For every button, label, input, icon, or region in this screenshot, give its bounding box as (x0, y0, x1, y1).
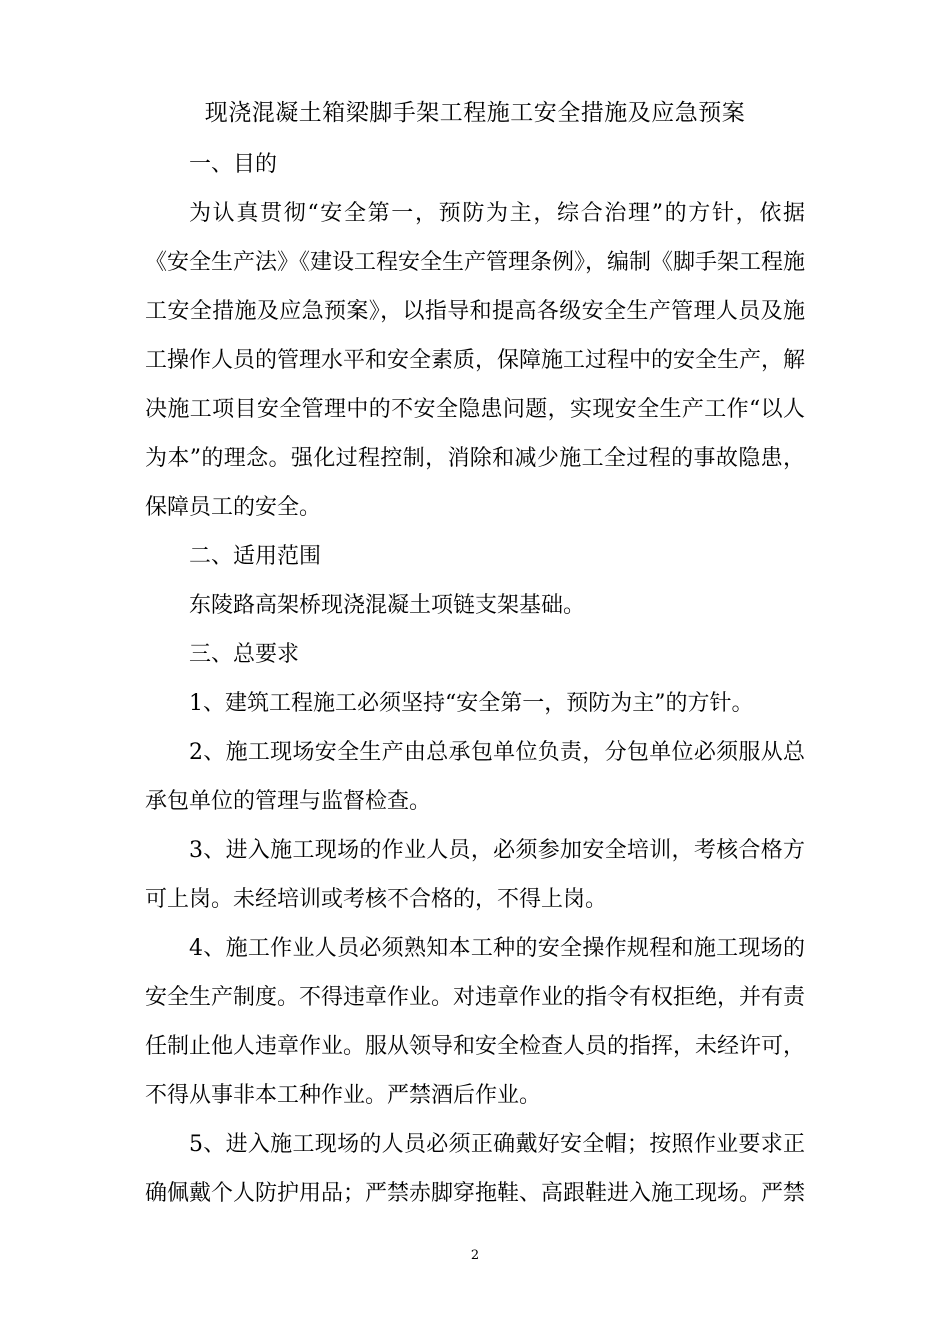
document-title: 现浇混凝土箱梁脚手架工程施工安全措施及应急预案 (204, 100, 746, 126)
requirement-item-3: 3、进入施工现场的作业人员，必须参加安全培训，考核合格方可上岗。未经培训或考核不合格的，不得上岗。 (145, 838, 805, 912)
requirement-item-5: 5、进入施工现场的人员必须正确戴好安全帽；按照作业要求正确佩戴个人防护用品；严禁赤脚穿拖鞋、高跟鞋进入施工现场。严禁 (145, 1132, 806, 1206)
section-heading-general-requirements: 三、总要求 (189, 642, 300, 667)
paragraph-purpose: 为认真贯彻“安全第一，预防为主，综合治理”的方针，依据《安全生产法》《建设工程安全生产管理条例》，编制《脚手架工程施工安全措施及应急预案》，以指导和提高各级安全生产管理人员及施工操作人员的管理水平和安全素质，保障施工过程中的安全生产，解决施工项目安全管理中的不安全隐患问题，实现安全生产工作“以人为本”的理念。强化过程控制，消除和减少施工全过程的事故隐患，保障员工的安全。 (145, 201, 806, 520)
requirement-item-2: 2、施工现场安全生产由总承包单位负责，分包单位必须服从总承包单位的管理与监督检查。 (145, 740, 805, 814)
requirement-item-4: 4、施工作业人员必须熟知本工种的安全操作规程和施工现场的安全生产制度。不得违章作业。对违章作业的指令有权拒绝，并有责任制止他人违章作业。服从领导和安全检查人员的指挥，未经许可，不得从事非本工种作业。严禁酒后作业。 (145, 936, 806, 1108)
section-heading-purpose: 一、目的 (189, 152, 278, 177)
document-body (145, 140, 805, 1218)
requirement-item-1: 1、建筑工程施工必须坚持“安全第一，预防为主”的方针。 (189, 691, 754, 716)
paragraph-scope: 东陵路高架桥现浇混凝土项链支架基础。 (189, 593, 586, 618)
section-heading-scope: 二、适用范围 (189, 544, 322, 569)
page-number: 2 (470, 1248, 480, 1263)
